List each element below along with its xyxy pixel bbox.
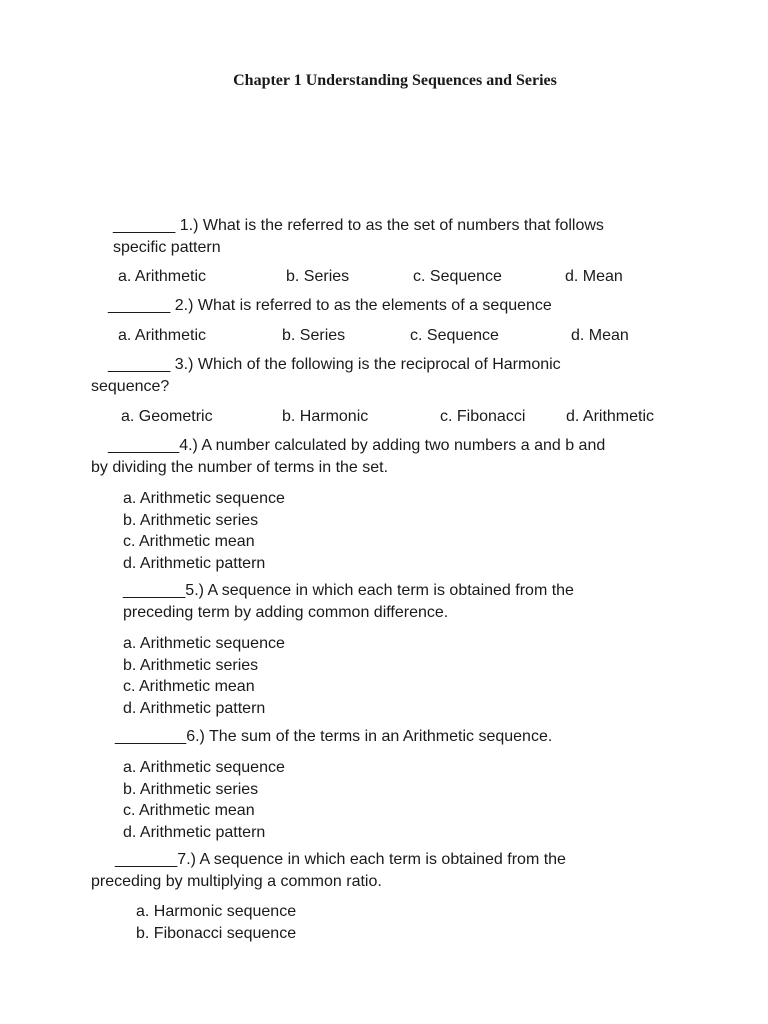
question-6-text: ________6.) The sum of the terms in an Arithmetic sequence. (115, 728, 553, 745)
question-4-option-a: a. Arithmetic sequence (123, 490, 285, 507)
question-5-option-c: c. Arithmetic mean (123, 678, 255, 695)
question-3-option-c: c. Fibonacci (440, 408, 526, 425)
page-title: Chapter 1 Understanding Sequences and Series (233, 72, 557, 89)
question-7-option-b: b. Fibonacci sequence (136, 924, 297, 942)
question-6-option-b: b. Arithmetic series (123, 780, 259, 798)
question-1-text-cont: specific pattern (113, 239, 221, 256)
question-2-text: _______ 2.) What is referred to as the elements of a sequence (108, 297, 552, 314)
question-5-option-a: a. Arithmetic sequence (123, 635, 285, 652)
question-2-option-a: a. Arithmetic (118, 327, 207, 344)
question-5-text: _______5.) A sequence in which each term is obtained from the (123, 582, 574, 599)
question-5-option-d: d. Arithmetic pattern (123, 699, 266, 717)
question-3-option-b: b. Harmonic (282, 408, 369, 425)
question-4-text-cont: by dividing the number of terms in the set. (91, 459, 389, 476)
question-4-option-d: d. Arithmetic pattern (123, 554, 266, 572)
question-4-options (123, 488, 285, 574)
question-5-options (123, 633, 285, 719)
question-5-option-b: b. Arithmetic series (123, 656, 259, 674)
question-6-option-c: c. Arithmetic mean (123, 802, 255, 819)
question-4-option-b: b. Arithmetic series (123, 511, 259, 529)
question-2-option-d: d. Mean (571, 327, 629, 344)
question-1-option-c: c. Sequence (413, 268, 502, 285)
question-3-text: _______ 3.) Which of the following is the reciprocal of Harmonic (108, 356, 561, 373)
question-1-option-a: a. Arithmetic (118, 268, 207, 285)
question-7-text: _______7.) A sequence in which each term is obtained from the (115, 851, 566, 868)
question-6-option-d: d. Arithmetic pattern (123, 823, 266, 841)
question-4-text: ________4.) A number calculated by adding two numbers a and b and (108, 437, 606, 454)
question-1-option-d: d. Mean (565, 268, 623, 285)
question-1-text: _______ 1.) What is the referred to as the set of numbers that follows (113, 217, 604, 234)
question-6-options (123, 757, 285, 843)
question-1-option-b: b. Series (286, 268, 350, 285)
question-3-option-d: d. Arithmetic (566, 408, 655, 425)
question-7-text-cont: preceding by multiplying a common ratio. (91, 873, 382, 890)
question-7-options (136, 901, 296, 944)
question-5-text-cont: preceding term by adding common difference. (123, 604, 449, 621)
question-2-option-c: c. Sequence (410, 327, 499, 344)
question-3-text-cont: sequence? (91, 378, 170, 395)
question-4-option-c: c. Arithmetic mean (123, 533, 255, 550)
question-6-option-a: a. Arithmetic sequence (123, 759, 285, 776)
question-7-option-a: a. Harmonic sequence (136, 903, 297, 920)
question-2-option-b: b. Series (282, 327, 346, 344)
question-3-option-a: a. Geometric (121, 408, 213, 425)
